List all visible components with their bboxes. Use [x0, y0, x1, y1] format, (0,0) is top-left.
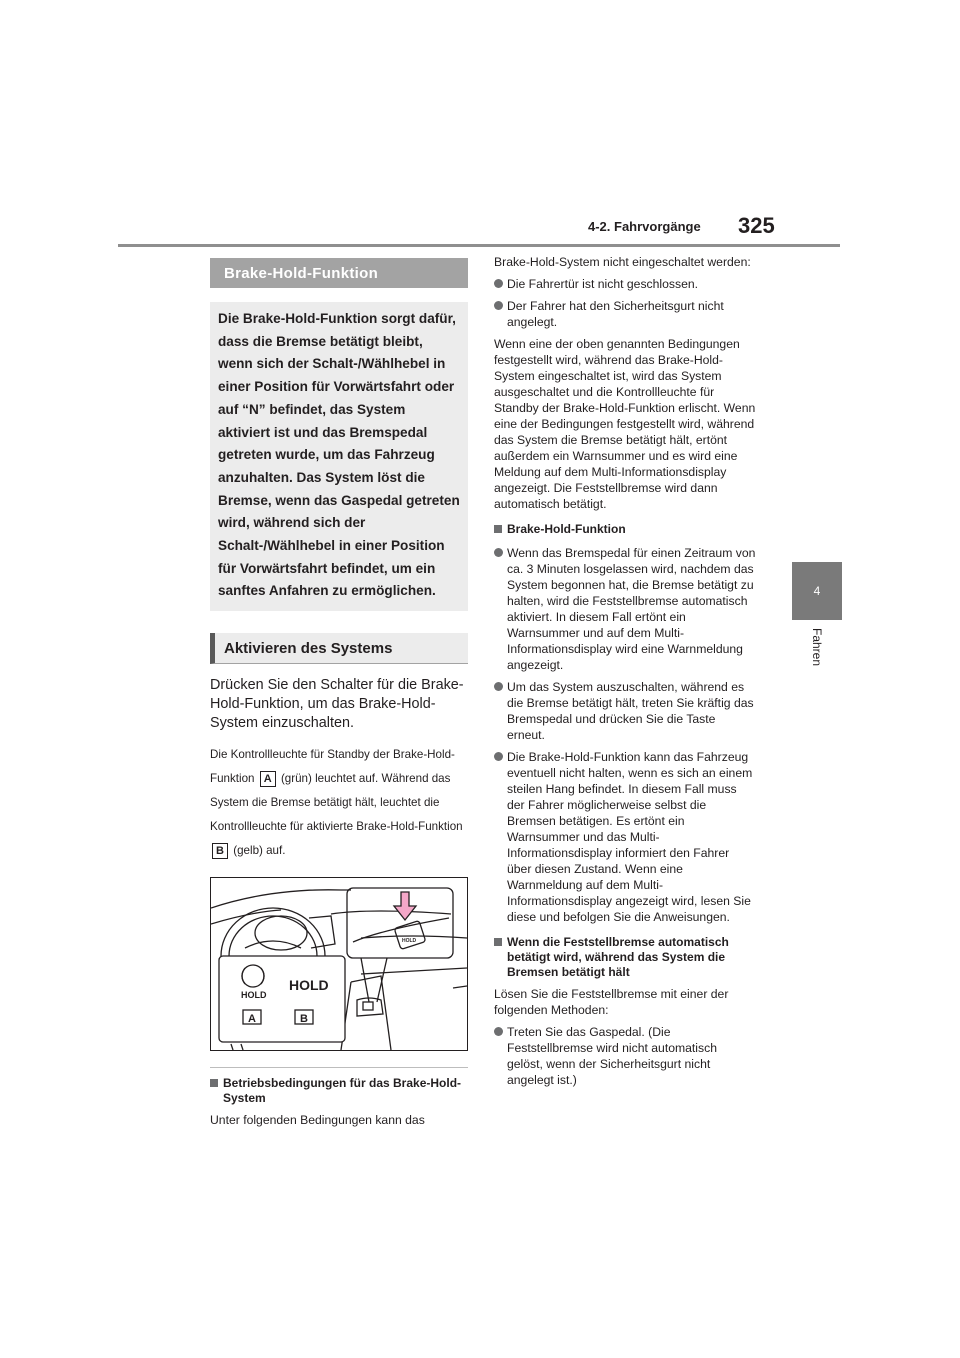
- header-rule: [118, 244, 840, 247]
- key-b-box: B: [212, 843, 228, 859]
- indicator-paragraph: [210, 743, 468, 863]
- figure-label-a: A: [248, 1013, 256, 1026]
- chapter-label: Fahren: [810, 628, 824, 667]
- continued-text: Brake-Hold-System nicht eingeschaltet werden:: [494, 255, 751, 269]
- hold-icon-label: HOLD: [241, 990, 267, 1001]
- section-title: Aktivieren des Systems: [210, 633, 468, 664]
- parking-brake-heading: Wenn die Feststellbremse automatisch betätigt wird, während das System die Bremsen betätigt hält: [494, 935, 756, 980]
- operating-conditions-text: Betriebsbedingungen für das Brake-Hold-System: [223, 1076, 462, 1106]
- bullet-dot-icon: [494, 279, 503, 288]
- operating-conditions-heading: [210, 1076, 468, 1106]
- intro-box: Die Brake-Hold-Funktion sorgt dafür, dass die Bremse betätigt bleibt, wenn sich der Schalt-/Wählhebel in einer Position für Vorwärtsfahrt oder auf “N” befindet, das System aktiviert ist und das Bremspedal getreten wurde, um das Fahrzeug anzuhalten. Das System löst die Bremse, wenn das Gaspedal getreten wird, während sich der Schalt-/Wählhebel in einer Position für Vorwärtsfahrt befindet, um ein sanftes Anfahren zu ermöglichen.: [210, 302, 468, 611]
- bullet-dot-icon: [494, 752, 503, 761]
- main-title: Brake-Hold-Funktion: [210, 258, 468, 288]
- operating-conditions-intro: Unter folgenden Bedingungen kann das: [210, 1113, 425, 1128]
- square-bullet-icon: [210, 1079, 218, 1087]
- dashboard-drawing: [211, 878, 467, 1050]
- left-column: [210, 258, 468, 1128]
- dashboard-illustration: [210, 877, 468, 1051]
- bullet-dot-icon: [494, 301, 503, 310]
- list-item: Die Brake-Hold-Funktion kann das Fahrzeug eventuell nicht halten, wenn es sich an einem steilen Hang befindet. In diesem Fall muss der Fahrer möglicherweise selbst die Bremsen betätigen. Es ertönt ein Warnsummer und das Multi-Informationsdisplay informiert den Fahrer über diesen Zustand. Wenn eine Warnmeldung auf dem Multi-Informationsdisplay angezeigt wird, lesen Sie diese und befolgen Sie die Anweisungen.: [494, 749, 756, 925]
- square-bullet-icon: [494, 525, 502, 533]
- list-item: Treten Sie das Gaspedal. (Die Feststellbremse wird nicht automatisch gelöst, wenn der Sicherheitsgurt nicht angelegt ist.): [494, 1024, 756, 1088]
- release-paragraph: Lösen Sie die Feststellbremse mit einer der folgenden Methoden:: [494, 987, 729, 1017]
- right-column: [494, 254, 756, 1088]
- indicator-text-2: (grün) leuchtet auf. Während das System die Bremse betätigt hält, leuchtet die Kontrollleuchte für aktivierte Brake-Hold-Funktion: [210, 772, 463, 834]
- lead-paragraph: Drücken Sie den Schalter für die Brake-Hold-Funktion, um das Brake-Hold-System einzuschalten.: [210, 677, 464, 732]
- figure-label-b: B: [300, 1013, 308, 1026]
- page-number: 325: [738, 213, 775, 238]
- brake-hold-heading: Brake-Hold-Funktion: [494, 522, 756, 537]
- list-item: Der Fahrer hat den Sicherheitsgurt nicht angelegt.: [494, 298, 756, 330]
- bullet-dot-icon: [494, 1027, 503, 1036]
- bullet-dot-icon: [494, 682, 503, 691]
- square-bullet-icon: [494, 938, 502, 946]
- hold-text-indicator: HOLD: [289, 977, 329, 994]
- indicator-text-1: Die Kontrollleuchte für Standby der Brake-Hold-Funktion: [210, 748, 455, 786]
- indicator-text-3: (gelb) auf.: [233, 844, 286, 858]
- list-item: Wenn das Bremspedal für einen Zeitraum von ca. 3 Minuten losgelassen wird, nachdem das System begonnen hat, die Bremse betätigt zu halten, wird die Feststellbremse automatisch aktiviert. In diesem Fall ertönt ein Warnsummer und auf dem Multi-Informationsdisplay wird eine Warnmeldung angezeigt.: [494, 545, 756, 673]
- conditions-paragraph: Wenn eine der oben genannten Bedingungen festgestellt wird, während das Brake-Hold-System eingeschaltet ist, wird das System ausgeschaltet und die Kontrollleuchte für Standby der Brake-Hold-Funktion erlischt. Wenn eine der Bedingungen festgestellt wird, während das System die Bremse betätigt hält, ertönt außerdem ein Warnsummer und es wird eine Meldung auf dem Multi-Informationsdisplay angezeigt. Die Feststellbremse wird dann automatisch betätigt.: [494, 337, 756, 511]
- bullet-dot-icon: [494, 548, 503, 557]
- list-item: Um das System auszuschalten, während es die Bremse betätigt hält, treten Sie kräftig das Bremspedal und drücken Sie die Taste erneut.: [494, 679, 756, 743]
- button-hold-label: HOLD: [402, 938, 417, 945]
- key-a-box: A: [260, 771, 276, 787]
- list-item: Die Fahrertür ist nicht geschlossen.: [494, 276, 756, 292]
- figure-rule: [210, 1067, 468, 1068]
- chapter-tab[interactable]: 4: [792, 562, 842, 620]
- section-header: 4-2. Fahrvorgänge: [588, 219, 701, 234]
